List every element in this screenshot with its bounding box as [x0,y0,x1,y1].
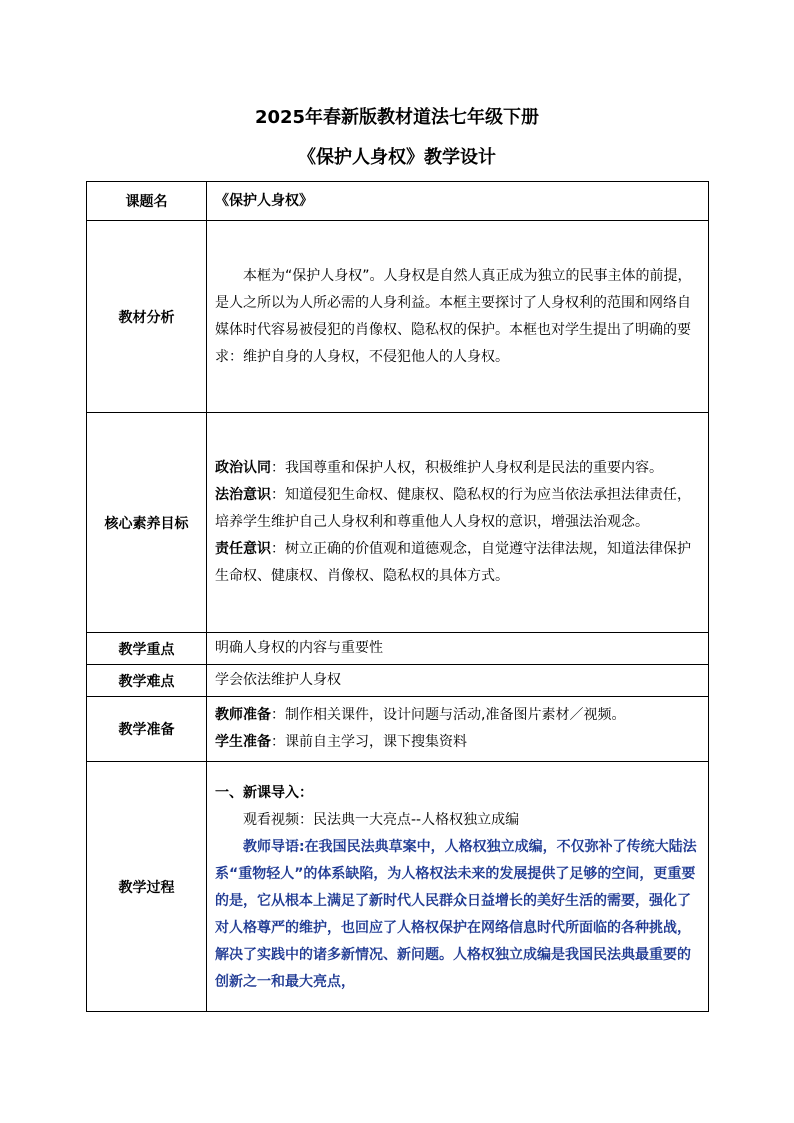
goal-responsibility [215,536,702,590]
goal-political-text: ：我国尊重和保护人权，积极维护人身权利是民法的重要内容。 [271,460,663,476]
table-row-difficulty [87,665,709,697]
label-key-point: 教学重点 [87,633,207,665]
analysis-text: 本框为“保护人身权”。人身权是自然人真正成为独立的民事主体的前提，是人之所以为人所必需的人身利益。本框主要探讨了人身权利的范围和网络自媒体时代容易被侵犯的肖像权、隐私权的保护。本框也对学生提出了明确的要求：维护自身的人身权，不侵犯他人的人身权。 [215,267,692,365]
goal-responsibility-text: ：树立正确的价值观和道德观念，自觉遵守法律法规，知道法律保护生命权、健康权、肖像权、隐私权的具体方式。 [215,541,691,584]
guide-head: 教师导语 [243,839,299,855]
table-row-key-point [87,633,709,665]
label-difficulty: 教学难点 [87,665,207,697]
table-row-topic [87,182,709,221]
prep-teacher [215,702,702,729]
table-row-preparation [87,697,709,762]
value-key-point: 明确人身权的内容与重要性 [207,633,709,665]
label-preparation: 教学准备 [87,697,207,762]
prep-teacher-text: ：制作相关课件，设计问题与活动,准备图片素材／视频。 [271,707,626,723]
table-row-analysis [87,221,709,413]
value-difficulty: 学会依法维护人身权 [207,665,709,697]
document-title: 2025年春新版教材道法七年级下册 [254,107,540,128]
prep-student [215,729,702,756]
label-topic: 课题名 [87,182,207,221]
value-analysis [207,221,709,413]
goal-responsibility-head: 责任意识 [215,541,271,557]
goal-law [215,482,702,536]
goal-law-text: ：知道侵犯生命权、健康权、隐私权的行为应当依法承担法律责任，培养学生维护自己人身权利和尊重他人人身权的意识，增强法治观念。 [215,487,691,530]
goal-law-head: 法治意识 [215,487,271,503]
process-teacher-guide [215,834,702,996]
label-process: 教学过程 [87,762,207,1012]
table-row-goals [87,413,709,633]
prep-teacher-head: 教师准备 [215,707,271,723]
goal-political-head: 政治认同 [215,460,271,476]
value-goals [207,413,709,633]
document-subtitle: 《保护人身权》教学设计 [298,147,496,168]
process-video-line: 观看视频：民法典一大亮点--人格权独立成编 [243,812,520,828]
table-row-process [87,762,709,1012]
goal-political [215,455,702,482]
value-topic: 《保护人身权》 [207,182,709,221]
prep-student-text: ：课前自主学习，课下搜集资料 [271,734,467,750]
label-goals: 核心素养目标 [87,413,207,633]
value-preparation [207,697,709,762]
guide-text: :在我国民法典草案中，人格权独立成编，不仅弥补了传统大陆法系“重物轻人”的体系缺陷，为人格权法未来的发展提供了足够的空间，更重要的是，它从根本上满足了新时代人民群众日益增长的美好生活的需要，强化了对人格尊严的维护，也回应了人格权保护在网络信息时代所面临的各种挑战，解决了实践中的诸多新情况、新问题。人格权独立成编是我国民法典最重要的创新之一和最大亮点， [215,839,697,990]
lesson-plan-table [86,181,709,1012]
prep-student-head: 学生准备 [215,734,271,750]
process-section-heading: 一、新课导入： [215,785,313,801]
value-process [207,762,709,1012]
label-analysis: 教材分析 [87,221,207,413]
